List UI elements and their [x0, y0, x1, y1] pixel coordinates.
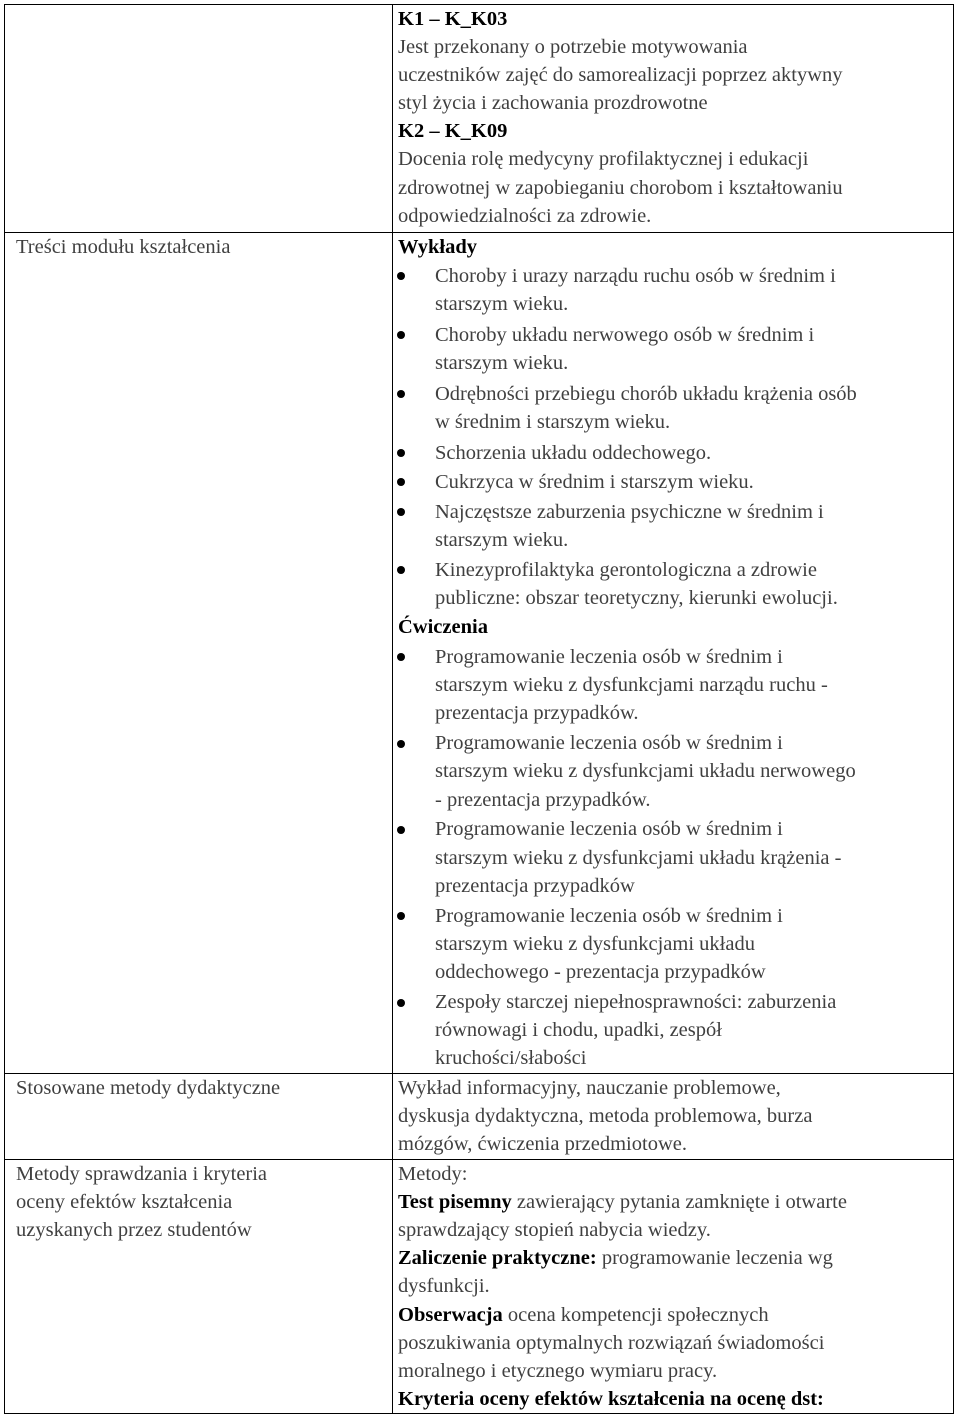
test-label: Test pisemny — [398, 1191, 512, 1213]
lecture-item: starszym wieku. — [435, 293, 569, 315]
exercise-item: starszym wieku z dysfunkcjami układu — [435, 933, 755, 955]
observation-description: ocena kompetencji społecznych — [502, 1304, 769, 1326]
exercise-item: Programowanie leczenia osób w średnim i — [435, 646, 783, 668]
exercise-item: starszym wieku z dysfunkcjami układu krążenia - — [435, 847, 842, 869]
bullet-icon — [397, 272, 405, 280]
exercises-heading: Ćwiczenia — [398, 616, 488, 638]
lecture-item: Schorzenia układu oddechowego. — [435, 442, 712, 464]
methods-line: mózgów, ćwiczenia przedmiotowe. — [398, 1133, 687, 1155]
k2-line: odpowiedzialności za zdrowie. — [398, 205, 652, 227]
test-line: sprawdzający stopień nabycia wiedzy. — [398, 1219, 711, 1241]
bullet-icon — [397, 331, 405, 339]
lecture-item: Odrębności przebiegu chorób układu krążenia osób — [435, 383, 857, 405]
bullet-icon — [397, 912, 405, 920]
test-line — [398, 1188, 847, 1217]
row-label-assessment: Metody sprawdzania i kryteria — [16, 1163, 268, 1185]
row-label-assessment: uzyskanych przez studentów — [16, 1219, 252, 1241]
lecture-item: Choroby układu nerwowego osób w średnim i — [435, 324, 815, 346]
k1-code: K1 – K_K03 — [398, 8, 508, 30]
bullet-icon — [397, 508, 405, 516]
lecture-item: Kinezyprofilaktyka gerontologiczna a zdrowie — [435, 559, 817, 581]
exercise-item: starszym wieku z dysfunkcjami narządu ruchu - — [435, 674, 828, 696]
bullet-icon — [397, 390, 405, 398]
exercise-item: równowagi i chodu, upadki, zespół — [435, 1019, 722, 1041]
k2-code: K2 – K_K09 — [398, 120, 508, 142]
exercise-item: kruchości/słabości — [435, 1047, 587, 1069]
lectures-heading: Wykłady — [398, 236, 477, 258]
k1-line: uczestników zajęć do samorealizacji poprzez aktywny — [398, 64, 843, 86]
observation-line: moralnego i etycznego wymiaru pracy. — [398, 1360, 718, 1382]
k2-line: Docenia rolę medycyny profilaktycznej i edukacji — [398, 148, 809, 170]
bullet-icon — [397, 653, 405, 661]
row-label-methods: Stosowane metody dydaktyczne — [16, 1077, 281, 1099]
practical-line — [398, 1244, 833, 1273]
exercise-item: - prezentacja przypadków. — [435, 789, 651, 811]
methods-line: Wykład informacyjny, nauczanie problemowe, — [398, 1077, 781, 1099]
lecture-item: w średnim i starszym wieku. — [435, 411, 671, 433]
lecture-item: Choroby i urazy narządu ruchu osób w średnim i — [435, 265, 836, 287]
bullet-icon — [397, 566, 405, 574]
bullet-icon — [397, 449, 405, 457]
exercise-item: prezentacja przypadków — [435, 875, 635, 897]
lecture-item: publiczne: obszar teoretyczny, kierunki ewolucji. — [435, 587, 838, 609]
lecture-item: Cukrzyca w średnim i starszym wieku. — [435, 471, 754, 493]
lecture-item: starszym wieku. — [435, 529, 569, 551]
exercise-item: Programowanie leczenia osób w średnim i — [435, 732, 783, 754]
k1-line: styl życia i zachowania prozdrowotne — [398, 92, 708, 114]
k2-line: zdrowotnej w zapobieganiu chorobom i kształtowaniu — [398, 177, 843, 199]
observation-line — [398, 1301, 769, 1330]
practical-description: programowanie leczenia wg — [596, 1247, 833, 1269]
lecture-item: Najczęstsze zaburzenia psychiczne w średnim i — [435, 501, 824, 523]
practical-label: Zaliczenie praktyczne: — [398, 1247, 597, 1269]
test-description: zawierający pytania zamknięte i otwarte — [511, 1191, 847, 1213]
methods-line: dyskusja dydaktyczna, metoda problemowa, burza — [398, 1105, 813, 1127]
assessment-heading: Metody: — [398, 1163, 468, 1185]
observation-label: Obserwacja — [398, 1304, 503, 1326]
exercise-item: Programowanie leczenia osób w średnim i — [435, 818, 783, 840]
bullet-icon — [397, 826, 405, 834]
exercise-item: Programowanie leczenia osób w średnim i — [435, 905, 783, 927]
exercise-item: oddechowego - prezentacja przypadków — [435, 961, 766, 983]
bullet-icon — [397, 740, 405, 748]
criteria-heading: Kryteria oceny efektów kształcenia na ocenę dst: — [398, 1388, 824, 1410]
row-label-assessment: oceny efektów kształcenia — [16, 1191, 233, 1213]
column-divider — [392, 4, 393, 1414]
row-label-content: Treści modułu kształcenia — [16, 236, 231, 258]
exercise-item: Zespoły starczej niepełnosprawności: zaburzenia — [435, 991, 837, 1013]
exercise-item: starszym wieku z dysfunkcjami układu nerwowego — [435, 760, 856, 782]
practical-line: dysfunkcji. — [398, 1275, 490, 1297]
bullet-icon — [397, 999, 405, 1007]
k1-line: Jest przekonany o potrzebie motywowania — [398, 36, 748, 58]
bullet-icon — [397, 478, 405, 486]
lecture-item: starszym wieku. — [435, 352, 569, 374]
observation-line: poszukiwania optymalnych rozwiązań świadomości — [398, 1332, 825, 1354]
exercise-item: prezentacja przypadków. — [435, 702, 639, 724]
